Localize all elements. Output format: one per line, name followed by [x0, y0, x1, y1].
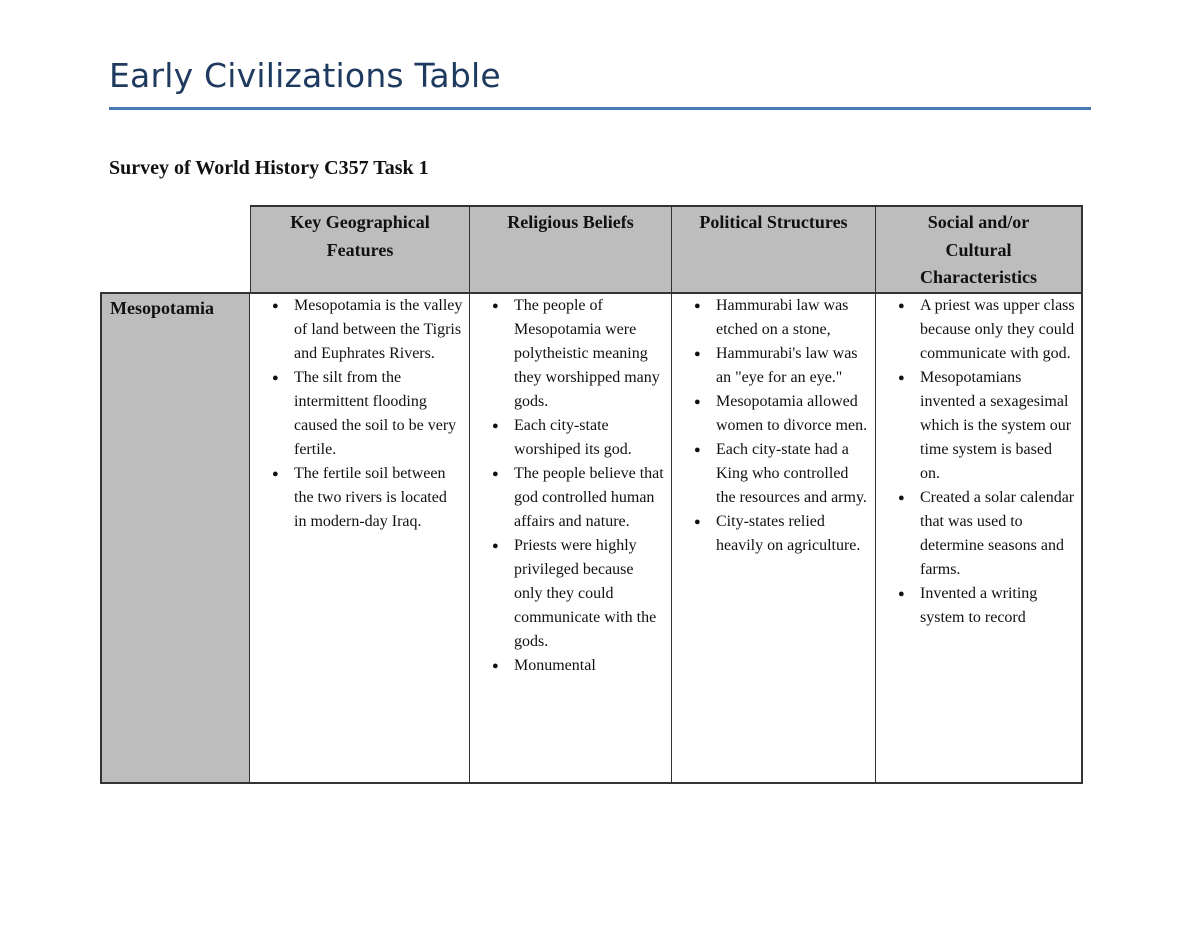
bullet-item: ● Hammurabi law was etched on a stone, [682, 294, 869, 342]
cell-religion [470, 294, 672, 784]
bullet-item: ● Each city-state had a King who controlled the resources and army. [682, 438, 869, 510]
column-header-politics [672, 205, 876, 294]
bullet-item: ● Hammurabi's law was an "eye for an eye." [682, 342, 869, 390]
bullet-item: ● Monumental [480, 654, 665, 678]
column-header-social [876, 205, 1083, 294]
bullet-item: ● The people of Mesopotamia were polytheistic meaning they worshipped many gods. [480, 294, 665, 414]
bullet-item: ● The silt from the intermittent flooding caused the soil to be very fertile. [260, 366, 463, 462]
bullet-item: ● Priests were highly privileged because only they could communicate with the gods. [480, 534, 665, 654]
column-header-religion [470, 205, 672, 294]
column-header-label: Key Geographical Features [290, 212, 430, 260]
bullet-item: ● Mesopotamians invented a sexagesimal which is the system our time system is based on. [886, 366, 1075, 486]
bullet-item: ● Invented a writing system to record [886, 582, 1075, 630]
row-header-mesopotamia [100, 292, 250, 784]
bullet-item: ● A priest was upper class because only they could communicate with god. [886, 294, 1075, 366]
civilizations-table [100, 205, 1083, 784]
bullet-item: ● The people believe that god controlled human affairs and nature. [480, 462, 665, 534]
bullet-item: ● Mesopotamia allowed women to divorce men. [682, 390, 869, 438]
cell-social [876, 294, 1083, 784]
cell-geography [250, 294, 470, 784]
column-header-label: Political Structures [699, 212, 848, 232]
bullet-item: ● Mesopotamia is the valley of land between the Tigris and Euphrates Rivers. [260, 294, 463, 366]
column-header-label: Social and/or Cultural Characteristics [920, 212, 1037, 287]
column-header-geography [250, 205, 470, 294]
bullet-item: ● Each city-state worshiped its god. [480, 414, 665, 462]
row-header-label: Mesopotamia [110, 298, 214, 318]
document-subtitle: Survey of World History C357 Task 1 [109, 157, 429, 179]
title-underline [109, 107, 1091, 110]
document-title: Early Civilizations Table [109, 56, 501, 95]
column-header-label: Religious Beliefs [507, 212, 634, 232]
cell-politics [672, 294, 876, 784]
bullet-item: ● The fertile soil between the two rivers is located in modern-day Iraq. [260, 462, 463, 534]
bullet-item: ● Created a solar calendar that was used to determine seasons and farms. [886, 486, 1075, 582]
bullet-item: ● City-states relied heavily on agriculture. [682, 510, 869, 558]
